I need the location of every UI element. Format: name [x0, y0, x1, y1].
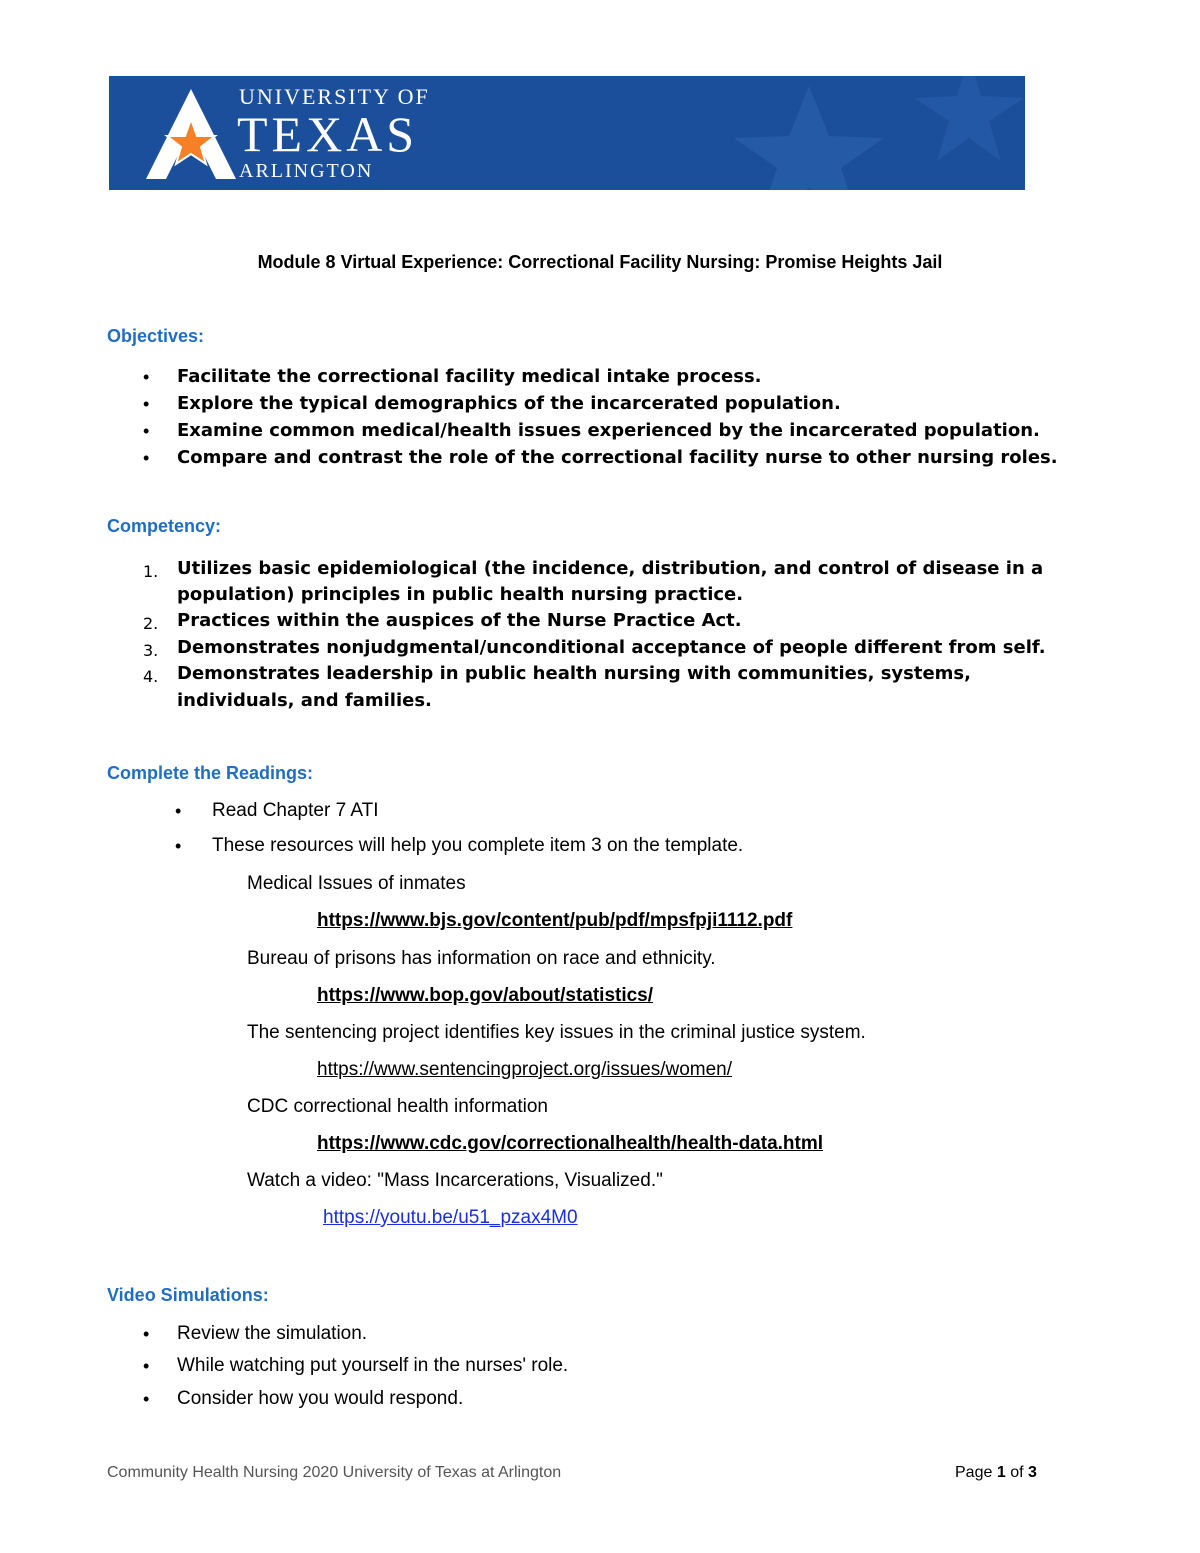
bullet-icon: • — [143, 1389, 150, 1409]
list-number: 3. — [143, 641, 159, 660]
competency-item: Practices within the auspices of the Nurse Practice Act. — [177, 610, 742, 631]
banner-line-texas: TEXAS — [237, 106, 419, 162]
resource-label: Bureau of prisons has information on race and ethnicity. — [247, 948, 716, 969]
total-pages: 3 — [1027, 1464, 1037, 1481]
footer-page-number — [955, 1464, 1037, 1482]
objectives-heading: Objectives: — [107, 326, 205, 346]
banner-line-university-of: UNIVERSITY OF — [239, 84, 430, 109]
university-banner — [109, 76, 1025, 190]
uta-a-star-logo-icon — [141, 84, 241, 184]
current-page: 1 — [996, 1464, 1006, 1481]
resource-label: Watch a video: "Mass Incarcerations, Visualized." — [247, 1170, 663, 1191]
of-word: of — [1010, 1464, 1024, 1481]
document-title: Module 8 Virtual Experience: Correctional Facility Nursing: Promise Heights Jail — [257, 252, 943, 272]
list-number: 4. — [143, 667, 159, 686]
bullet-icon: • — [143, 1324, 150, 1344]
simulation-item: Review the simulation. — [177, 1323, 368, 1344]
reading-item: Read Chapter 7 ATI — [212, 800, 379, 821]
resource-link-bop[interactable]: https://www.bop.gov/about/statistics/ — [317, 985, 654, 1006]
bullet-icon: • — [175, 836, 182, 856]
list-number: 1. — [143, 562, 159, 581]
footer-course-info: Community Health Nursing 2020 University of Texas at Arlington — [107, 1464, 562, 1481]
resource-link-cdc[interactable]: https://www.cdc.gov/correctionalhealth/health-data.html — [317, 1133, 824, 1154]
competency-item-continued: individuals, and families. — [177, 690, 432, 711]
bullet-icon: • — [143, 367, 150, 387]
page-word: Page — [955, 1464, 993, 1481]
simulations-heading: Video Simulations: — [107, 1285, 269, 1305]
objective-item: Compare and contrast the role of the correctional facility nurse to other nursing roles. — [177, 447, 1058, 468]
bullet-icon: • — [143, 1356, 150, 1376]
competency-heading: Competency: — [107, 516, 222, 536]
objective-item: Facilitate the correctional facility medical intake process. — [177, 366, 762, 387]
competency-item-continued: population) principles in public health nursing practice. — [177, 584, 744, 605]
resource-label: The sentencing project identifies key issues in the criminal justice system. — [247, 1022, 866, 1043]
objective-item: Explore the typical demographics of the incarcerated population. — [177, 393, 841, 414]
resource-label: CDC correctional health information — [247, 1096, 548, 1117]
banner-line-arlington: ARLINGTON — [239, 160, 374, 182]
reading-item: These resources will help you complete item 3 on the template. — [212, 835, 744, 856]
readings-heading: Complete the Readings: — [107, 763, 314, 783]
bullet-icon: • — [175, 801, 182, 821]
resource-link-youtube[interactable]: https://youtu.be/u51_pzax4M0 — [323, 1207, 578, 1228]
objective-item: Examine common medical/health issues experienced by the incarcerated population. — [177, 420, 1040, 441]
list-number: 2. — [143, 614, 159, 633]
bullet-icon: • — [143, 448, 150, 468]
simulation-item: While watching put yourself in the nurses' role. — [177, 1355, 569, 1376]
competency-item: Demonstrates nonjudgmental/unconditional acceptance of people different from self. — [177, 637, 1046, 658]
competency-item: Utilizes basic epidemiological (the incidence, distribution, and control of disease in a — [177, 558, 1044, 579]
bullet-icon: • — [143, 421, 150, 441]
resource-link-sentencing-project[interactable]: https://www.sentencingproject.org/issues/women/ — [317, 1059, 733, 1080]
competency-item: Demonstrates leadership in public health nursing with communities, systems, — [177, 663, 971, 684]
bullet-icon: • — [143, 394, 150, 414]
resource-label: Medical Issues of inmates — [247, 873, 466, 894]
simulation-item: Consider how you would respond. — [177, 1388, 464, 1409]
resource-link-bjs[interactable]: https://www.bjs.gov/content/pub/pdf/mpsfpji1112.pdf — [317, 910, 793, 931]
